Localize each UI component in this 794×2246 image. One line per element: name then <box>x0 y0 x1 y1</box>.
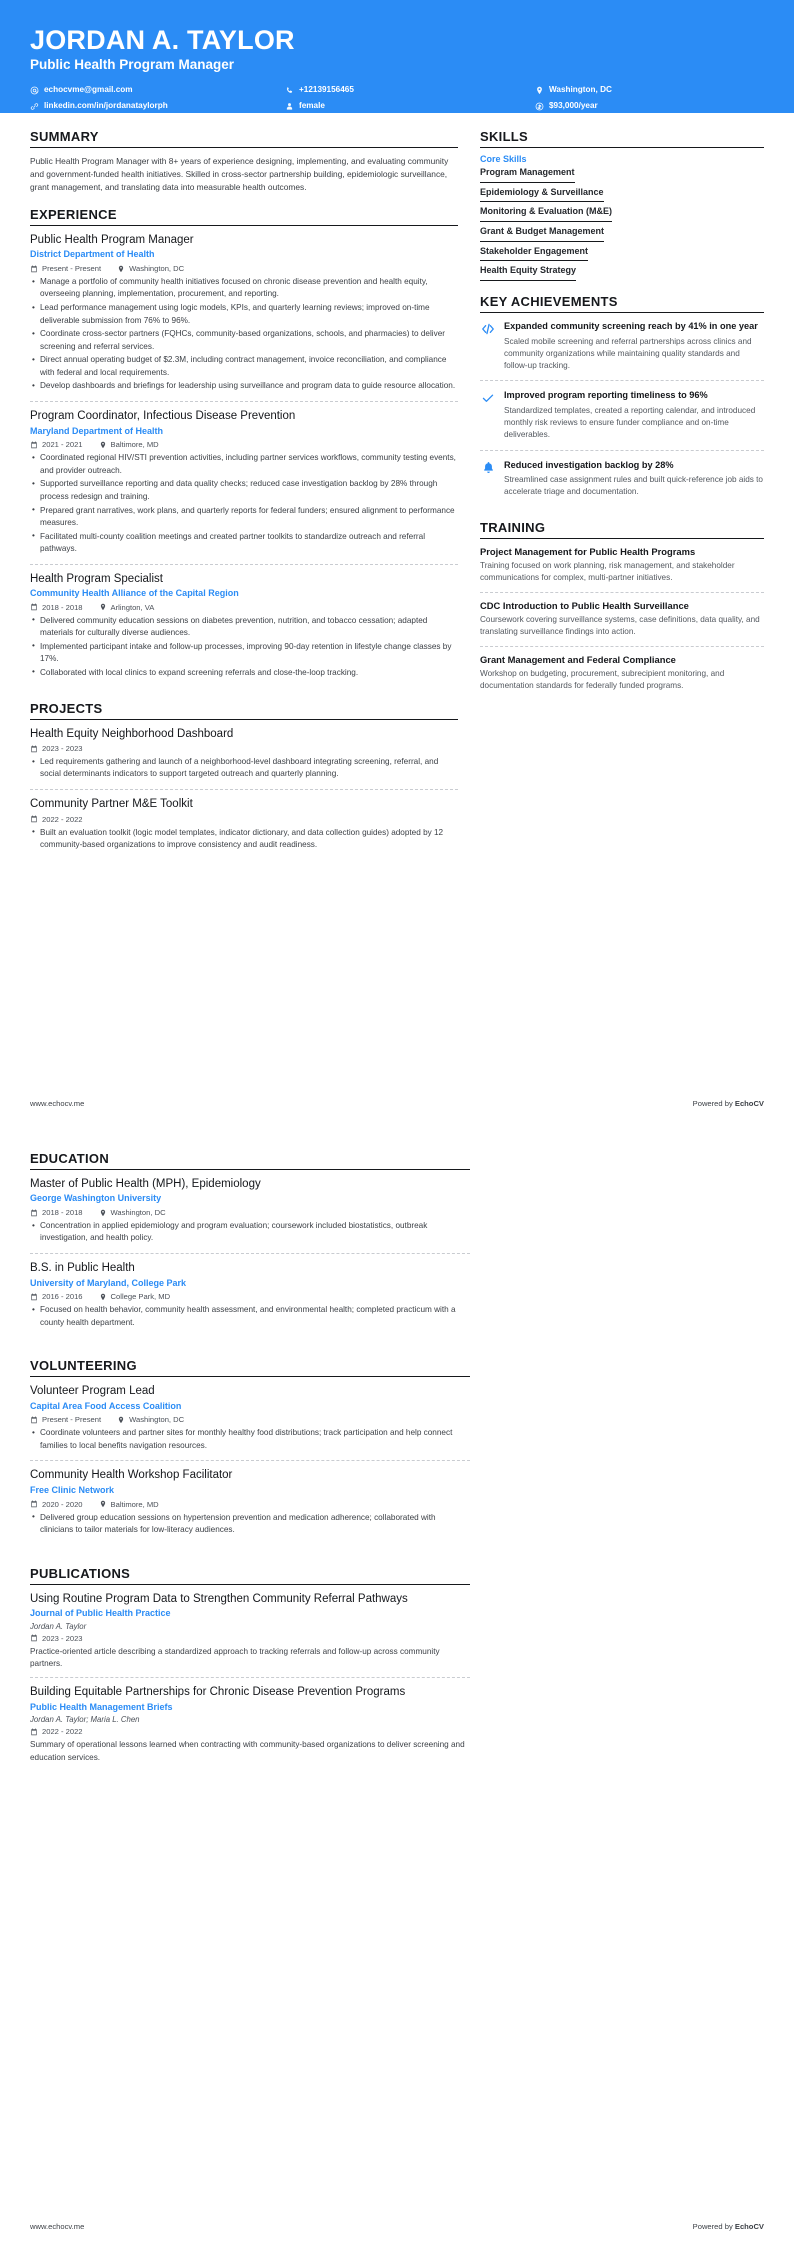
job-bullets <box>30 615 458 679</box>
section-skills <box>480 129 764 281</box>
publication-dates <box>30 1727 83 1736</box>
experience-entry <box>30 401 458 563</box>
experience-heading: EXPERIENCE <box>30 207 458 226</box>
location-icon <box>535 86 544 95</box>
contact-salary <box>535 101 764 112</box>
achievement-desc: Scaled mobile screening and referral partnerships across clinics and community organizations while maintaining quality standards and follow-up tracking. <box>504 336 752 371</box>
job-bullets <box>30 452 458 555</box>
person-icon <box>285 102 294 111</box>
location-icon <box>99 1293 107 1301</box>
link-icon <box>30 102 39 111</box>
job-bullets <box>30 276 458 393</box>
job-location <box>117 264 184 273</box>
main-column <box>30 129 458 873</box>
calendar-icon <box>30 441 38 449</box>
summary-heading: SUMMARY <box>30 129 458 148</box>
publication-journal[interactable]: Journal of Public Health Practice <box>30 1608 171 1618</box>
calendar-icon <box>30 1416 38 1424</box>
list-item: • Manage a portfolio of community health initiatives focused on chronic disease prevention and health equity, overseeing planning, implementation, procurement, and reporting. <box>30 276 458 301</box>
skills-heading: SKILLS <box>480 129 764 148</box>
education-entry <box>30 1177 470 1253</box>
list-item: • Coordinate cross-sector partners (FQHCs, community-based organizations, schools, and pharmacies) to deliver screening and referral services. <box>30 328 458 353</box>
list-item: • Focused on health behavior, community health assessment, and environmental health; completed practicum with a county health department. <box>30 1304 470 1329</box>
list-item: • Coordinated regional HIV/STI prevention activities, including partner services workflows, community testing events, and provider outreach. <box>30 452 458 477</box>
publication-journal[interactable]: Public Health Management Briefs <box>30 1701 173 1712</box>
publication-dates <box>30 1634 83 1643</box>
page-footer <box>0 1083 794 1123</box>
school-name[interactable]: University of Maryland, College Park <box>30 1277 187 1288</box>
list-item: • Supported surveillance reporting and data quality checks; reduced case investigation backlog by 28% through process redesign and training. <box>30 478 458 503</box>
education-dates <box>30 1208 83 1217</box>
list-item: • Led requirements gathering and launch of a neighborhood-level dashboard integrating screening, referral, and social determinants indicators to support targeted outreach and quarterly planning. <box>30 756 458 781</box>
education-meta <box>30 1292 470 1301</box>
calendar-icon <box>30 1209 38 1217</box>
project-entry <box>30 727 458 789</box>
side-column <box>480 129 764 713</box>
publication-meta <box>30 1727 470 1736</box>
contact-grid <box>30 85 764 111</box>
training-heading: TRAINING <box>480 520 764 539</box>
project-entry <box>30 789 458 859</box>
volunteer-role: Community Health Workshop Facilitator <box>30 1469 233 1482</box>
volunteer-role: Volunteer Program Lead <box>30 1385 155 1398</box>
training-title: CDC Introduction to Public Health Surveillance <box>480 599 689 611</box>
job-dates <box>30 264 101 273</box>
contact-gender <box>285 101 535 112</box>
publication-meta <box>30 1634 470 1643</box>
job-dates-text: 2018 - 2018 <box>42 602 83 612</box>
footer-brand-prefix: Powered by <box>692 2221 735 2231</box>
training-desc: Workshop on budgeting, procurement, subrecipient monitoring, and documentation standards for federally funded programs. <box>480 669 725 691</box>
list-item: • Direct annual operating budget of $2.3M, including contract management, invoice reconciliation, and compliance with federal and local requirements. <box>30 354 458 379</box>
job-location-text: Arlington, VA <box>110 602 155 612</box>
section-publications <box>30 1566 470 1771</box>
training-desc: Coursework covering surveillance systems, case definitions, data quality, and translating surveillance findings into action. <box>480 615 760 637</box>
publication-summary: Practice-oriented article describing a standardized approach to tracking referrals and follow-up across community partners. <box>30 1646 440 1668</box>
publication-title: Building Equitable Partnerships for Chronic Disease Prevention Programs <box>30 1686 406 1699</box>
skill-item: Program Management <box>480 167 575 183</box>
footer-brand <box>693 1099 764 1108</box>
achievement-title: Improved program reporting timeliness to 96% <box>504 390 708 401</box>
list-item: • Built an evaluation toolkit (logic model templates, indicator dictionary, and data collection guides) adopted by 12 community-based organizations to improve consistency and audit readiness. <box>30 827 458 852</box>
publications-heading: PUBLICATIONS <box>30 1566 470 1585</box>
job-company[interactable]: Maryland Department of Health <box>30 425 164 436</box>
job-dates-text: Present - Present <box>42 264 102 274</box>
achievement-item <box>480 380 764 449</box>
summary-text: Public Health Program Manager with 8+ years of experience designing, implementing, and evaluating community and government-funded health initiatives. Skilled in cross-sector partnership building, epidemiologic surveillance, grant management, and translating data into measurable health outcomes. <box>30 156 449 193</box>
volunteering-heading: VOLUNTEERING <box>30 1358 470 1377</box>
location-icon <box>117 265 125 273</box>
project-meta <box>30 815 458 824</box>
projects-heading: PROJECTS <box>30 701 458 720</box>
achievement-title: Reduced investigation backlog by 28% <box>504 459 674 470</box>
list-item: • Prepared grant narratives, work plans, and quarterly reports for federal funders; ensured alignment to performance measures. <box>30 505 458 530</box>
project-title: Health Equity Neighborhood Dashboard <box>30 727 234 740</box>
education-dates-text: 2016 - 2016 <box>42 1292 83 1302</box>
education-entry <box>30 1253 470 1337</box>
calendar-icon <box>30 1500 38 1508</box>
phone-icon <box>285 86 294 95</box>
education-bullets <box>30 1304 470 1329</box>
header-banner <box>0 0 794 113</box>
training-item <box>480 546 764 592</box>
list-item: • Lead performance management using logic models, KPIs, and quarterly learning reviews; improved on-time deliverable submission from 76% to 96%. <box>30 302 458 327</box>
section-key-achievements <box>480 294 764 507</box>
job-meta <box>30 440 458 449</box>
publication-dates-text: 2022 - 2022 <box>42 1727 83 1737</box>
experience-entry <box>30 564 458 688</box>
contact-phone-text: +12139156465 <box>299 85 354 95</box>
footer-website[interactable]: www.echocv.me <box>30 2221 85 2231</box>
volunteer-org[interactable]: Free Clinic Network <box>30 1484 115 1495</box>
job-meta <box>30 264 458 273</box>
section-volunteering <box>30 1358 470 1544</box>
job-company[interactable]: District Department of Health <box>30 249 155 260</box>
education-meta <box>30 1208 470 1217</box>
location-icon <box>99 1500 107 1508</box>
job-location-text: Baltimore, MD <box>110 440 159 450</box>
education-location <box>99 1292 171 1301</box>
list-item: • Delivered community education sessions on diabetes prevention, nutrition, and tobacco cessation; adapted materials for culturally diverse audiences. <box>30 615 458 640</box>
page2-body <box>0 1123 794 1771</box>
contact-location <box>535 85 764 96</box>
location-icon <box>99 1209 107 1217</box>
list-item: • Concentration in applied epidemiology and program evaluation; coursework included biostatistics, outbreak investigation, and health policy. <box>30 1220 470 1245</box>
skill-item: Grant & Budget Management <box>480 226 604 242</box>
achievements-heading: KEY ACHIEVEMENTS <box>480 294 764 313</box>
project-meta <box>30 744 458 753</box>
volunteering-entry <box>30 1384 470 1460</box>
volunteer-dates <box>30 1415 101 1424</box>
contact-email-text: echocvme@gmail.com <box>44 85 133 95</box>
experience-entry <box>30 233 458 401</box>
calendar-icon <box>30 603 38 611</box>
education-location-text: College Park, MD <box>110 1292 171 1302</box>
volunteer-dates-text: 2020 - 2020 <box>42 1499 83 1509</box>
degree-title: B.S. in Public Health <box>30 1262 135 1275</box>
publication-entry <box>30 1592 470 1678</box>
skill-item: Stakeholder Engagement <box>480 246 588 262</box>
degree-title: Master of Public Health (MPH), Epidemiology <box>30 1178 261 1190</box>
job-dates <box>30 440 83 449</box>
skill-item: Epidemiology & Surveillance <box>480 187 604 203</box>
job-dates <box>30 603 83 612</box>
footer-brand-prefix: Powered by <box>692 1098 735 1108</box>
list-item: • Delivered group education sessions on hypertension prevention and medication adherence; collaborated with clinicians to tailor materials for low-literacy audiences. <box>30 1512 470 1537</box>
education-bullets <box>30 1220 470 1245</box>
code-brackets-icon <box>480 321 496 337</box>
training-title: Project Management for Public Health Programs <box>480 545 696 557</box>
calendar-icon <box>30 1728 38 1736</box>
email-icon <box>30 86 39 95</box>
footer-website[interactable]: www.echocv.me <box>30 1098 85 1108</box>
job-title: Public Health Program Manager <box>30 234 194 247</box>
page-footer <box>0 2206 794 2246</box>
checkmark-icon <box>480 390 496 406</box>
list-item: • Coordinate volunteers and partner sites for monthly healthy food distributions; track participation and help connect families to local benefits navigation resources. <box>30 1427 470 1452</box>
achievement-item <box>480 320 764 380</box>
contact-linkedin[interactable] <box>30 101 285 112</box>
job-location <box>99 603 155 612</box>
job-dates-text: 2021 - 2021 <box>42 440 83 450</box>
list-item: • Collaborated with local clinics to expand screening referrals and close-the-loop tracking. <box>30 667 458 679</box>
contact-gender-text: female <box>299 100 325 110</box>
volunteer-dates-text: Present - Present <box>42 1415 102 1425</box>
skill-item: Health Equity Strategy <box>480 265 576 281</box>
volunteer-bullets <box>30 1427 470 1452</box>
volunteer-meta <box>30 1500 470 1509</box>
page1-body <box>0 113 794 873</box>
education-dates <box>30 1292 83 1301</box>
project-title: Community Partner M&E Toolkit <box>30 798 193 811</box>
contact-location-text: Washington, DC <box>549 85 612 95</box>
project-dates-text: 2023 - 2023 <box>42 744 83 754</box>
job-title: Program Coordinator, Infectious Disease Prevention <box>30 410 296 423</box>
school-name[interactable]: George Washington University <box>30 1193 162 1204</box>
page2-column <box>30 1151 470 1771</box>
volunteer-location-text: Washington, DC <box>129 1415 185 1425</box>
contact-phone[interactable] <box>285 85 535 96</box>
list-item: • Develop dashboards and briefings for leadership using surveillance and program data to guide resource allocation. <box>30 380 458 392</box>
education-heading: EDUCATION <box>30 1151 470 1170</box>
job-meta <box>30 603 458 612</box>
footer-brand-name: EchoCV <box>734 1098 764 1108</box>
project-bullets <box>30 827 458 852</box>
contact-salary-text: $93,000/year <box>549 100 598 110</box>
skill-item: Monitoring & Evaluation (M&E) <box>480 206 612 222</box>
calendar-icon <box>30 815 38 823</box>
calendar-icon <box>30 745 38 753</box>
page-title: JORDAN A. TAYLOR <box>30 25 295 55</box>
volunteering-entry <box>30 1460 470 1544</box>
job-location-text: Washington, DC <box>129 264 185 274</box>
education-dates-text: 2018 - 2018 <box>42 1208 83 1218</box>
volunteer-bullets <box>30 1512 470 1537</box>
list-item: • Implemented participant intake and follow-up processes, improving 90-day retention in lifestyle change classes by 17%. <box>30 641 458 666</box>
location-icon <box>99 441 107 449</box>
job-title: Health Program Specialist <box>30 572 163 585</box>
training-desc: Training focused on work planning, risk management, and stakeholder communications for complex, multi-partner initiatives. <box>480 561 735 583</box>
location-icon <box>99 603 107 611</box>
section-training <box>480 520 764 700</box>
section-experience <box>30 207 458 688</box>
publication-dates-text: 2023 - 2023 <box>42 1633 83 1643</box>
achievement-desc: Standardized templates, created a reporting calendar, and introduced monthly risk reviews to ensure funder compliance and on-time deliverables. <box>504 405 756 440</box>
calendar-icon <box>30 1634 38 1642</box>
achievement-item <box>480 450 764 507</box>
footer-brand <box>693 2222 764 2231</box>
education-location-text: Washington, DC <box>110 1208 166 1218</box>
section-summary <box>30 129 458 194</box>
job-company[interactable]: Community Health Alliance of the Capital Region <box>30 588 239 599</box>
contact-linkedin-text: linkedin.com/in/jordanataylorph <box>44 100 168 110</box>
training-item <box>480 646 764 700</box>
volunteer-location <box>99 1500 159 1509</box>
bell-icon <box>480 460 496 476</box>
list-item: • Facilitated multi-county coalition meetings and created partner toolkits to standardize outreach and referral pathways. <box>30 531 458 556</box>
volunteer-meta <box>30 1415 470 1424</box>
project-bullets <box>30 756 458 781</box>
training-title: Grant Management and Federal Compliance <box>480 653 676 665</box>
project-dates-text: 2022 - 2022 <box>42 814 83 824</box>
publication-summary: Summary of operational lessons learned when contracting with community-based organizations to deliver screening and education services. <box>30 1740 465 1762</box>
volunteer-location <box>117 1415 184 1424</box>
volunteer-location-text: Baltimore, MD <box>110 1499 159 1509</box>
salary-icon <box>535 102 544 111</box>
achievement-desc: Streamlined case assignment rules and built quick-reference job aids to accelerate triage and documentation. <box>504 475 763 497</box>
project-dates <box>30 744 83 753</box>
volunteer-dates <box>30 1500 83 1509</box>
skills-group-label: Core Skills <box>480 154 527 164</box>
location-icon <box>117 1416 125 1424</box>
calendar-icon <box>30 1293 38 1301</box>
calendar-icon <box>30 265 38 273</box>
job-location <box>99 440 159 449</box>
publication-authors: Jordan A. Taylor <box>30 1621 87 1631</box>
contact-email[interactable] <box>30 85 285 96</box>
footer-brand-name: EchoCV <box>734 2221 764 2231</box>
section-education <box>30 1151 470 1337</box>
publication-title: Using Routine Program Data to Strengthen Community Referral Pathways <box>30 1592 408 1605</box>
project-dates <box>30 815 83 824</box>
resume-page-2 <box>0 1123 794 2246</box>
training-item <box>480 592 764 646</box>
header-role: Public Health Program Manager <box>30 57 235 73</box>
publication-entry <box>30 1677 470 1771</box>
achievement-title: Expanded community screening reach by 41% in one year <box>504 321 758 332</box>
section-projects <box>30 701 458 860</box>
volunteer-org[interactable]: Capital Area Food Access Coalition <box>30 1400 182 1411</box>
education-location <box>99 1208 166 1217</box>
publication-authors: Jordan A. Taylor; Maria L. Chen <box>30 1715 140 1725</box>
